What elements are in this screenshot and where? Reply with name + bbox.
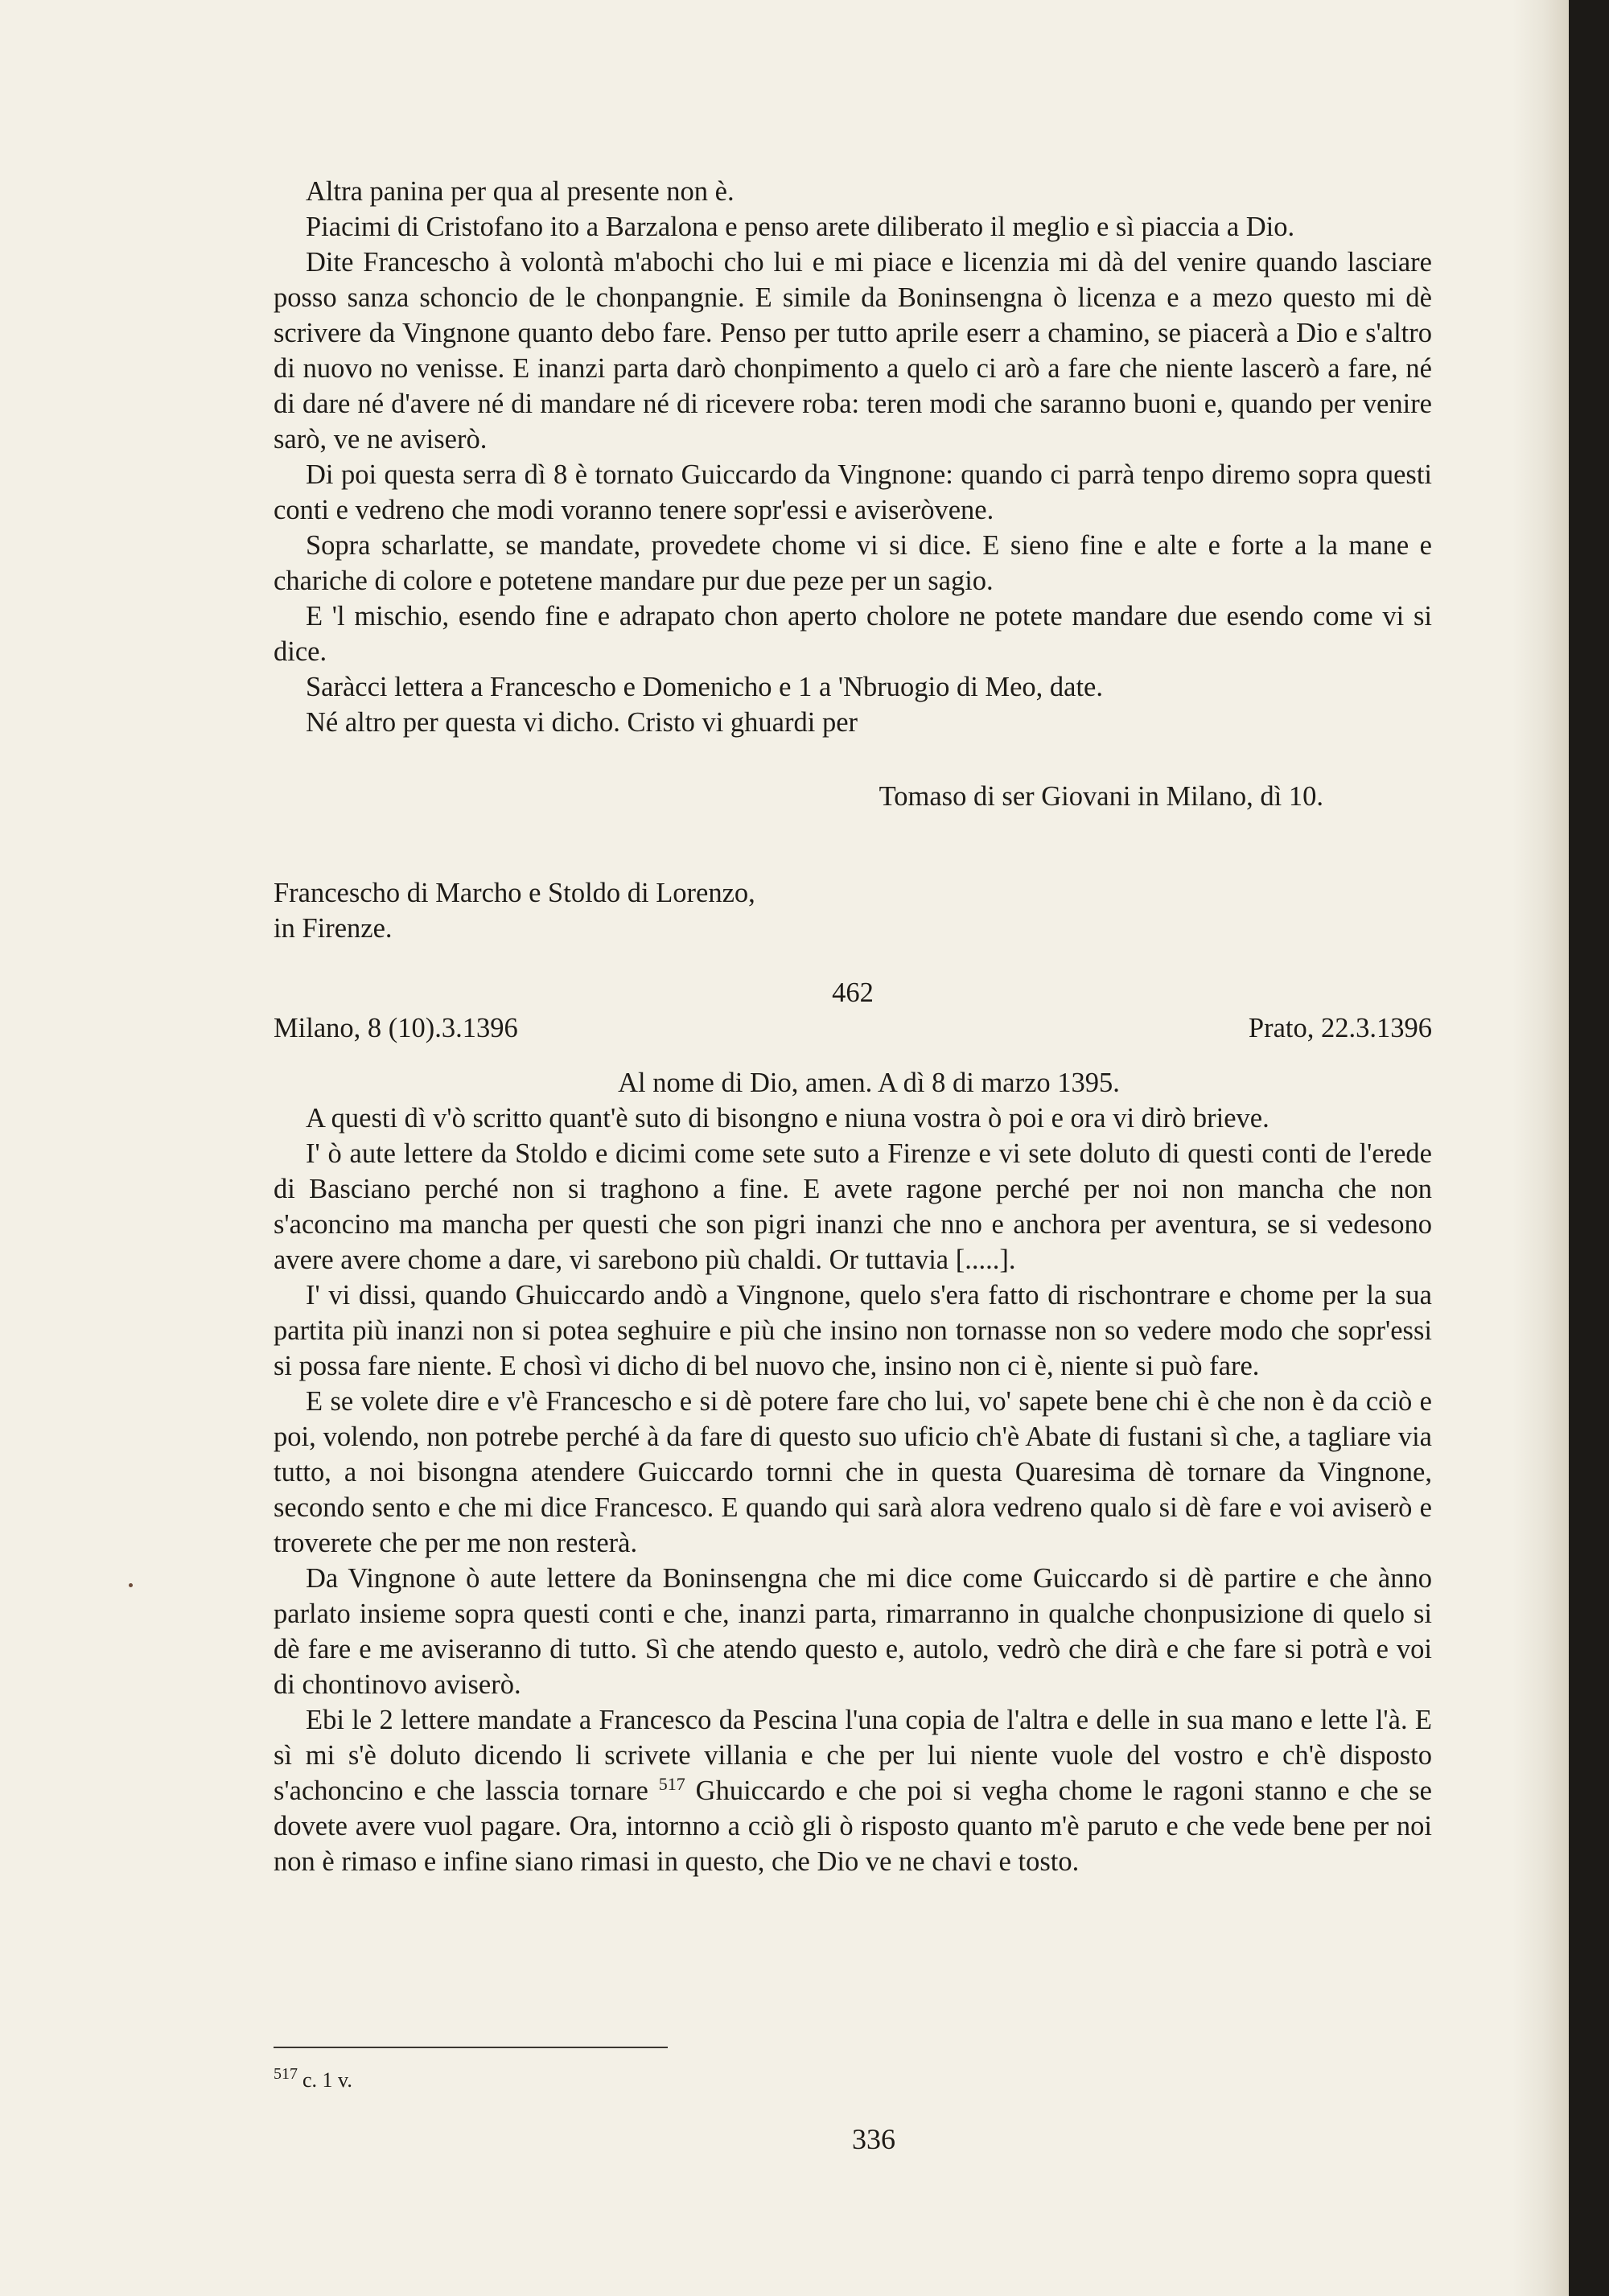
paragraph: Saràcci lettera a Francescho e Domenicho e 1 a 'Nbruogio di Meo, date. [306, 672, 1103, 702]
paragraph: E 'l mischio, esendo fine e adrapato chon aperto cholore ne potete mandare due esendo come vi si dice. [274, 601, 1432, 667]
letter-opening: Al nome di Dio, amen. A dì 8 di marzo 1395. [618, 1068, 1120, 1098]
ink-speck [129, 1583, 133, 1587]
page-gutter-edge [1512, 0, 1569, 2296]
address-line: in Firenze. [274, 913, 393, 944]
paragraph [274, 1702, 1432, 1879]
paragraph: Altra panina per qua al presente non è. [306, 176, 735, 207]
main-text [274, 174, 1432, 1879]
footnote-number: 517 [274, 2065, 298, 2083]
paragraph: Di poi questa serra dì 8 è tornato Guiccardo da Vingnone: quando ci parrà tenpo diremo sopra questi conti e vedreno che modi voranno tenere sopr'essi e aviseròvene. [274, 459, 1432, 525]
paragraph: Dite Francescho à volontà m'abochi cho lui e mi piace e licenzia mi dà del venire quando lasciare posso sanza schoncio de le chonpangnie. E simile da Boninsengna ò licenza e a mezo questo mi dè scrivere da Vingnone quanto debo fare. Penso per tutto aprile eserr a chamino, se piacerà a Dio e s'altro di nuovo no venisse. E inanzi parta darò chonpimento a quelo ci arò a fare che niente lascerò a fare, né di dare né d'avere né di mandare né di ricevere roba: teren modi che saranno buoni e, quando per venire sarò, ve ne aviserò. [274, 247, 1432, 455]
paragraph: A questi dì v'ò scritto quant'è suto di bisongno e niuna vostra ò poi e ora vi dirò brieve. [306, 1103, 1270, 1134]
footnote-reference: 517 [658, 1774, 685, 1794]
paragraph: Sopra scharlatte, se mandate, provedete chome vi si dice. E sieno fine e alte e forte a la mane e chariche di colore e potetene mandare pur due peze per un sagio. [274, 530, 1432, 596]
footnote-divider [274, 2047, 668, 2048]
letter-address [274, 875, 1432, 946]
address-line: Francescho di Marcho e Stoldo di Lorenzo, [274, 878, 755, 908]
letter-signature: Tomaso di ser Giovani in Milano, dì 10. [879, 781, 1323, 812]
paragraph: Né altro per questa vi dicho. Cristo vi ghuardi per [306, 707, 858, 738]
paragraph: Da Vingnone ò aute lettere da Boninsengna che mi dice come Guiccardo si dè partire e che ànno parlato insieme sopra questi conti e che, inanzi parta, rimarranno in qualche chonpusizione di quelo si dè fare e me aviseranno di tutto. Sì che atendo questo e, autolo, vedrò che dirà e che fare si potrà e voi di chontinovo aviserò. [274, 1563, 1432, 1700]
paragraph: E se volete dire e v'è Francescho e si dè potere fare cho lui, vo' sapete bene chi è che non è da cciò e poi, volendo, non potrebe perché à da fare di questo suo uficio ch'è Abate di fustani sì che, a tagliare via tutto, a noi bisongna atendere Guiccardo tornni che in questa Quaresima dè tornare da Vingnone, secondo sento e che mi dice Francesco. E quando qui sarà alora vedreno qualo si dè fare e voi aviserò e troverete che per me non resterà. [274, 1386, 1432, 1558]
letter-dates [274, 1010, 1432, 1046]
page-number: 336 [852, 2123, 895, 2155]
paragraph: I' vi dissi, quando Ghuiccardo andò a Vingnone, quelo s'era fatto di rischontrare e chome per la sua partita più inanzi non si potea seghuire e più che insino non tornasse non so vedere modo che sopr'essi si possa fare niente. E chosì vi dicho di bel nuovo che, insino non ci è, niente si può fare. [274, 1280, 1432, 1381]
paragraph-text: Ebi le 2 lettere mandate a Francesco da Pescina l'una copia de l'altra e delle in sua mano e lette l'à. E sì mi s'è doluto dicendo li scrivete villania e che per lui niente vuole del vostro e ch'è disposto s'achoncino e che lasscia tornare [274, 1705, 1432, 1806]
letter-number: 462 [832, 977, 874, 1008]
footnote-text: c. 1 v. [302, 2068, 352, 2092]
paragraph: I' ò aute lettere da Stoldo e dicimi come sete suto a Firenze e vi sete doluto di questi conti de l'erede di Basciano perché non si traghono a fine. E avete ragone perché per noi non mancha che non s'aconcino ma mancha per questi che son pigri inanzi che nno e anchora per aventura, se si vedesono avere avere chome a dare, vi sarebono più chaldi. Or tuttavia [.....]. [274, 1138, 1432, 1275]
received-date: Prato, 22.3.1396 [1248, 1013, 1432, 1043]
footnote [274, 2066, 352, 2095]
paragraph-text: Ghuiccardo e che poi si vegha chome le ragoni stanno e che se dovete avere vuol pagare. Ora, intornno a cciò gli ò risposto quanto m'è paruto e che vede bene per noi non è rimaso e infine siano rimasi in questo, che Dio ve ne chavi e tosto. [274, 1775, 1433, 1877]
paragraph: Piacimi di Cristofano ito a Barzalona e penso arete diliberato il meglio e sì piaccia a Dio. [306, 212, 1295, 242]
origin-date: Milano, 8 (10).3.1396 [274, 1013, 518, 1043]
